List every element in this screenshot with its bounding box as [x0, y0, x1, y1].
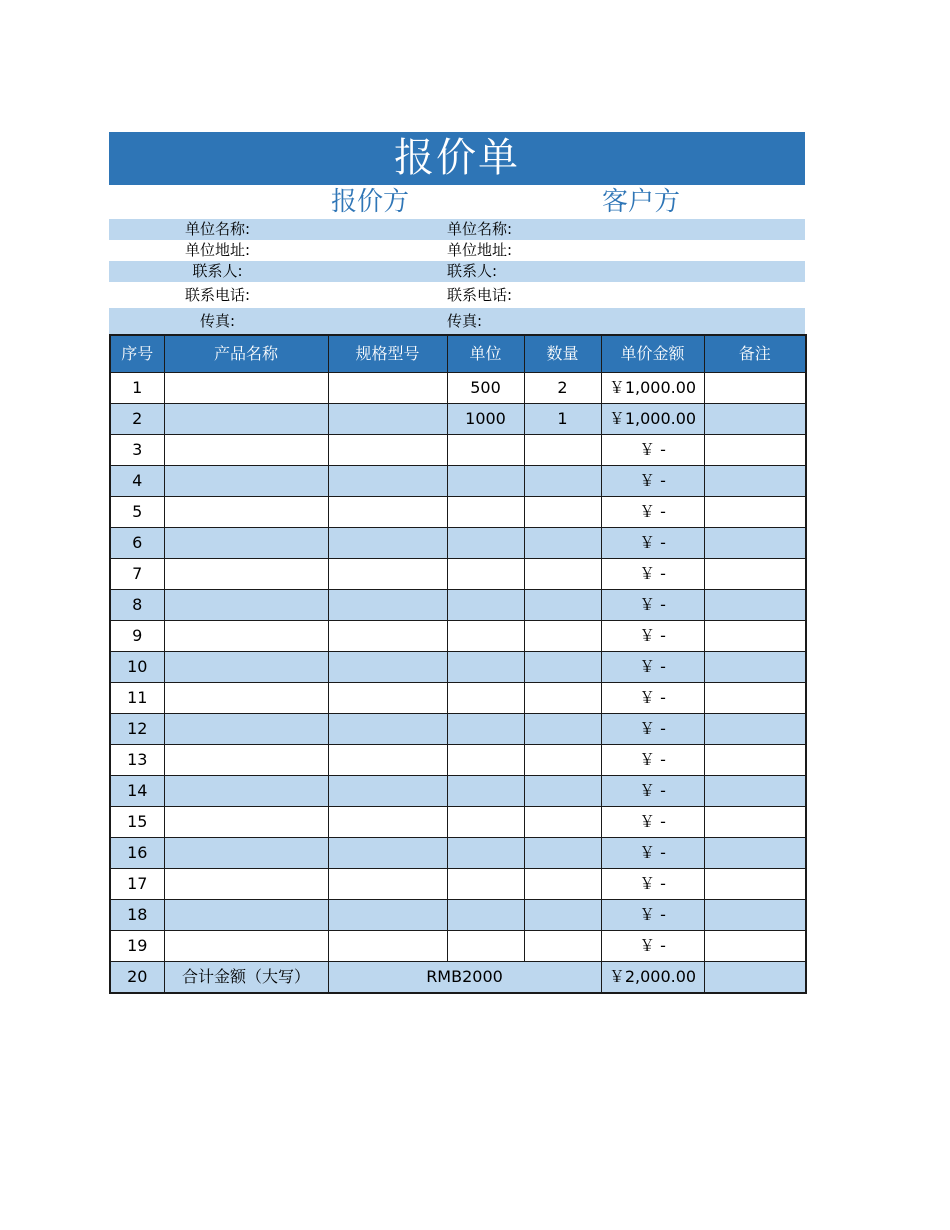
quotation-table [109, 334, 807, 994]
header-remarks: 备注 [704, 335, 806, 373]
quantity-cell[interactable] [524, 466, 601, 497]
remarks-cell[interactable] [704, 807, 806, 838]
unit-amount-cell: ￥1,000.00 [601, 373, 704, 404]
unit-amount-cell: ￥ - [601, 559, 704, 590]
table-row [110, 466, 806, 497]
table-row [110, 497, 806, 528]
table-row [110, 683, 806, 714]
product-name-cell[interactable] [164, 466, 328, 497]
product-name-cell[interactable] [164, 714, 328, 745]
remarks-cell[interactable] [704, 714, 806, 745]
remarks-cell[interactable] [704, 559, 806, 590]
table-row [110, 869, 806, 900]
quantity-cell[interactable] [524, 590, 601, 621]
spec-model-cell[interactable] [328, 404, 447, 435]
unit-cell[interactable] [447, 435, 524, 466]
table-row [110, 404, 806, 435]
header-spec-model: 规格型号 [328, 335, 447, 373]
quoter-phone-label: 联系电话: [184, 286, 251, 304]
product-name-cell[interactable] [164, 621, 328, 652]
product-name-cell[interactable] [164, 931, 328, 962]
product-name-cell[interactable] [164, 900, 328, 931]
remarks-cell[interactable] [704, 683, 806, 714]
spec-model-cell[interactable] [328, 931, 447, 962]
row-no-cell: 4 [110, 466, 164, 497]
unit-cell[interactable] [447, 466, 524, 497]
table-row [110, 900, 806, 931]
remarks-cell[interactable] [704, 373, 806, 404]
product-name-cell[interactable] [164, 528, 328, 559]
quantity-cell[interactable]: 1 [524, 404, 601, 435]
total-row [110, 962, 806, 994]
quoter-heading: 报价方 [330, 187, 409, 217]
spec-model-cell[interactable] [328, 807, 447, 838]
spec-model-cell[interactable] [328, 683, 447, 714]
quantity-cell[interactable] [524, 869, 601, 900]
quoter-contact-label: 联系人: [192, 262, 243, 280]
table-row [110, 590, 806, 621]
product-name-cell[interactable] [164, 497, 328, 528]
unit-amount-cell: ￥ - [601, 900, 704, 931]
unit-amount-cell: ￥ - [601, 869, 704, 900]
customer-phone-label: 联系电话: [447, 286, 513, 304]
total-row-no: 20 [110, 962, 164, 994]
spec-model-cell[interactable] [328, 869, 447, 900]
spec-model-cell[interactable] [328, 714, 447, 745]
spec-model-cell[interactable] [328, 497, 447, 528]
header-product-name: 产品名称 [164, 335, 328, 373]
spec-model-cell[interactable] [328, 373, 447, 404]
info-row-address [109, 240, 805, 261]
spec-model-cell[interactable] [328, 466, 447, 497]
row-no-cell: 13 [110, 745, 164, 776]
quantity-cell[interactable] [524, 745, 601, 776]
remarks-cell[interactable] [704, 776, 806, 807]
header-unit: 单位 [447, 335, 524, 373]
party-header-row [109, 185, 805, 219]
customer-fax-label: 传真: [447, 312, 483, 330]
customer-address-label: 单位地址: [447, 241, 513, 259]
product-name-cell[interactable] [164, 435, 328, 466]
unit-cell[interactable] [447, 931, 524, 962]
spec-model-cell[interactable] [328, 528, 447, 559]
table-row [110, 528, 806, 559]
unit-amount-cell: ￥ - [601, 652, 704, 683]
product-name-cell[interactable] [164, 559, 328, 590]
product-name-cell[interactable] [164, 745, 328, 776]
remarks-cell[interactable] [704, 745, 806, 776]
unit-amount-cell: ￥ - [601, 435, 704, 466]
info-row-fax [109, 308, 805, 334]
unit-amount-cell: ￥1,000.00 [601, 404, 704, 435]
quantity-cell[interactable] [524, 528, 601, 559]
table-row [110, 838, 806, 869]
product-name-cell[interactable] [164, 590, 328, 621]
quotation-sheet [109, 132, 805, 994]
remarks-cell[interactable] [704, 621, 806, 652]
unit-cell[interactable] [447, 869, 524, 900]
customer-heading: 客户方 [601, 187, 680, 217]
quoter-address-label: 单位地址: [184, 241, 251, 259]
spec-model-cell[interactable] [328, 745, 447, 776]
remarks-cell[interactable] [704, 528, 806, 559]
table-row [110, 621, 806, 652]
remarks-cell[interactable] [704, 838, 806, 869]
unit-cell[interactable] [447, 621, 524, 652]
row-no-cell: 6 [110, 528, 164, 559]
total-amount: ￥2,000.00 [601, 962, 704, 994]
unit-amount-cell: ￥ - [601, 745, 704, 776]
header-no: 序号 [110, 335, 164, 373]
table-row [110, 807, 806, 838]
unit-cell[interactable] [447, 497, 524, 528]
quantity-cell[interactable]: 2 [524, 373, 601, 404]
row-no-cell: 5 [110, 497, 164, 528]
quantity-cell[interactable] [524, 683, 601, 714]
unit-amount-cell: ￥ - [601, 497, 704, 528]
unit-cell[interactable]: 1000 [447, 404, 524, 435]
page-title: 报价单 [109, 132, 805, 185]
unit-amount-cell: ￥ - [601, 683, 704, 714]
product-name-cell[interactable] [164, 807, 328, 838]
total-remarks-cell[interactable] [704, 962, 806, 994]
remarks-cell[interactable] [704, 931, 806, 962]
customer-contact-label: 联系人: [447, 262, 498, 280]
unit-cell[interactable] [447, 590, 524, 621]
row-no-cell: 1 [110, 373, 164, 404]
remarks-cell[interactable] [704, 435, 806, 466]
quantity-cell[interactable] [524, 559, 601, 590]
product-name-cell[interactable] [164, 404, 328, 435]
unit-amount-cell: ￥ - [601, 838, 704, 869]
total-amount-words[interactable]: RMB2000 [328, 962, 601, 994]
header-unit-amount: 单价金额 [601, 335, 704, 373]
remarks-cell[interactable] [704, 652, 806, 683]
product-name-cell[interactable] [164, 776, 328, 807]
product-name-cell[interactable] [164, 838, 328, 869]
remarks-cell[interactable] [704, 900, 806, 931]
row-no-cell: 17 [110, 869, 164, 900]
table-row [110, 776, 806, 807]
quantity-cell[interactable] [524, 807, 601, 838]
row-no-cell: 18 [110, 900, 164, 931]
row-no-cell: 9 [110, 621, 164, 652]
unit-cell[interactable] [447, 807, 524, 838]
spec-model-cell[interactable] [328, 652, 447, 683]
quantity-cell[interactable] [524, 900, 601, 931]
spec-model-cell[interactable] [328, 621, 447, 652]
info-row-phone [109, 282, 805, 308]
unit-cell[interactable] [447, 776, 524, 807]
table-row [110, 373, 806, 404]
spec-model-cell[interactable] [328, 776, 447, 807]
quoter-company-name-label: 单位名称: [184, 220, 251, 238]
remarks-cell[interactable] [704, 404, 806, 435]
table-row [110, 931, 806, 962]
table-row [110, 652, 806, 683]
table-row [110, 435, 806, 466]
quantity-cell[interactable] [524, 621, 601, 652]
table-header-row [110, 335, 806, 373]
unit-cell[interactable]: 500 [447, 373, 524, 404]
unit-cell[interactable] [447, 714, 524, 745]
info-row-company-name [109, 219, 805, 240]
remarks-cell[interactable] [704, 497, 806, 528]
unit-amount-cell: ￥ - [601, 776, 704, 807]
unit-amount-cell: ￥ - [601, 714, 704, 745]
row-no-cell: 12 [110, 714, 164, 745]
unit-cell[interactable] [447, 683, 524, 714]
product-name-cell[interactable] [164, 869, 328, 900]
row-no-cell: 7 [110, 559, 164, 590]
unit-amount-cell: ￥ - [601, 807, 704, 838]
row-no-cell: 15 [110, 807, 164, 838]
table-row [110, 745, 806, 776]
product-name-cell[interactable] [164, 373, 328, 404]
table-row [110, 559, 806, 590]
quantity-cell[interactable] [524, 931, 601, 962]
unit-amount-cell: ￥ - [601, 590, 704, 621]
row-no-cell: 10 [110, 652, 164, 683]
total-label: 合计金额（大写） [164, 962, 328, 994]
info-row-contact [109, 261, 805, 282]
unit-cell[interactable] [447, 559, 524, 590]
remarks-cell[interactable] [704, 466, 806, 497]
unit-cell[interactable] [447, 900, 524, 931]
quantity-cell[interactable] [524, 435, 601, 466]
customer-company-name-label: 单位名称: [447, 220, 513, 238]
product-name-cell[interactable] [164, 652, 328, 683]
remarks-cell[interactable] [704, 590, 806, 621]
quantity-cell[interactable] [524, 776, 601, 807]
spec-model-cell[interactable] [328, 838, 447, 869]
unit-cell[interactable] [447, 652, 524, 683]
spec-model-cell[interactable] [328, 435, 447, 466]
unit-amount-cell: ￥ - [601, 466, 704, 497]
row-no-cell: 16 [110, 838, 164, 869]
row-no-cell: 14 [110, 776, 164, 807]
quantity-cell[interactable] [524, 838, 601, 869]
unit-cell[interactable] [447, 528, 524, 559]
spec-model-cell[interactable] [328, 559, 447, 590]
unit-amount-cell: ￥ - [601, 931, 704, 962]
unit-amount-cell: ￥ - [601, 621, 704, 652]
spec-model-cell[interactable] [328, 590, 447, 621]
product-name-cell[interactable] [164, 683, 328, 714]
quantity-cell[interactable] [524, 714, 601, 745]
row-no-cell: 19 [110, 931, 164, 962]
quantity-cell[interactable] [524, 497, 601, 528]
header-quantity: 数量 [524, 335, 601, 373]
quantity-cell[interactable] [524, 652, 601, 683]
table-row [110, 714, 806, 745]
row-no-cell: 3 [110, 435, 164, 466]
quoter-fax-label: 传真: [199, 312, 236, 330]
row-no-cell: 8 [110, 590, 164, 621]
row-no-cell: 11 [110, 683, 164, 714]
remarks-cell[interactable] [704, 869, 806, 900]
spec-model-cell[interactable] [328, 900, 447, 931]
unit-cell[interactable] [447, 745, 524, 776]
row-no-cell: 2 [110, 404, 164, 435]
unit-amount-cell: ￥ - [601, 528, 704, 559]
unit-cell[interactable] [447, 838, 524, 869]
